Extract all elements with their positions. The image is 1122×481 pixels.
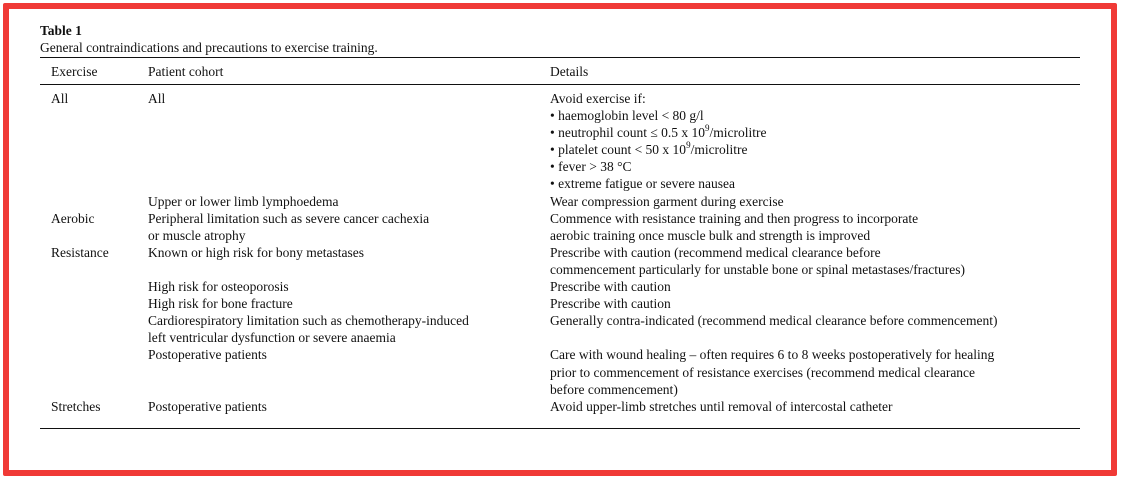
cell-details bbox=[550, 346, 1080, 397]
cell-patient-cohort bbox=[148, 158, 550, 175]
cell-exercise bbox=[40, 295, 148, 312]
exponent: 9 bbox=[705, 122, 710, 133]
details-line: • extreme fatigue or severe nausea bbox=[550, 176, 736, 192]
cohort-line: All bbox=[148, 91, 166, 106]
header-row bbox=[40, 58, 1080, 85]
cell-details bbox=[550, 158, 1080, 175]
details-line: • fever > 38 °C bbox=[550, 159, 632, 175]
cell-patient-cohort bbox=[148, 210, 550, 244]
cell-details bbox=[550, 85, 1080, 108]
details-line: • haemoglobin level < 80 g/l bbox=[550, 108, 704, 124]
cohort-line: or muscle atrophy bbox=[148, 227, 246, 243]
details-line: Avoid upper-limb stretches until removal of intercostal catheter bbox=[550, 398, 893, 414]
cell-exercise bbox=[40, 346, 148, 397]
table-row bbox=[40, 278, 1080, 295]
details-line: Care with wound healing – often requires 6 to 8 weeks postoperatively for healing bbox=[550, 347, 995, 363]
table-row bbox=[40, 107, 1080, 124]
details-line bbox=[550, 124, 1080, 141]
details-line: commencement particularly for unstable bone or spinal metastases/fractures) bbox=[550, 261, 965, 277]
cell-patient-cohort bbox=[148, 278, 550, 295]
cell-patient-cohort bbox=[148, 346, 550, 397]
table-container bbox=[40, 23, 1082, 429]
cell-exercise bbox=[40, 278, 148, 295]
cell-exercise bbox=[40, 312, 148, 346]
cohort-line: left ventricular dysfunction or severe anaemia bbox=[148, 330, 396, 346]
details-line: Wear compression garment during exercise bbox=[550, 193, 784, 209]
table-row bbox=[40, 210, 1080, 244]
details-line: Commence with resistance training and then progress to incorporate bbox=[550, 210, 919, 226]
cell-patient-cohort bbox=[148, 107, 550, 124]
details-line: Prescribe with caution bbox=[550, 296, 671, 312]
cell-patient-cohort bbox=[148, 398, 550, 429]
table-row bbox=[40, 175, 1080, 192]
table-row bbox=[40, 295, 1080, 312]
details-line: Generally contra-indicated (recommend medical clearance before commencement) bbox=[550, 313, 998, 329]
header-exercise: Exercise bbox=[40, 58, 148, 85]
cell-exercise: Aerobic bbox=[51, 210, 95, 226]
table-row bbox=[40, 244, 1080, 278]
cohort-line bbox=[148, 175, 550, 192]
cell-patient-cohort bbox=[148, 175, 550, 192]
cohort-line: Cardiorespiratory limitation such as chemotherapy-induced bbox=[148, 313, 469, 329]
cell-details bbox=[550, 278, 1080, 295]
cell-details bbox=[550, 175, 1080, 192]
cell-details bbox=[550, 124, 1080, 141]
cohort-line bbox=[148, 141, 550, 158]
details-text: • neutrophil count ≤ 0.5 x 10 bbox=[550, 125, 705, 141]
table-row bbox=[40, 398, 1080, 429]
cohort-line: Postoperative patients bbox=[148, 347, 267, 363]
table-row bbox=[40, 158, 1080, 175]
header-details: Details bbox=[550, 58, 1080, 85]
cohort-line: Known or high risk for bony metastases bbox=[148, 244, 364, 260]
cell-patient-cohort bbox=[148, 141, 550, 158]
details-line: before commencement) bbox=[550, 381, 678, 397]
cell-exercise: All bbox=[51, 91, 69, 106]
cell-exercise bbox=[40, 193, 148, 210]
cell-patient-cohort bbox=[148, 312, 550, 346]
cell-details bbox=[550, 107, 1080, 124]
cell-details bbox=[550, 398, 1080, 429]
cell-exercise: Stretches bbox=[40, 398, 148, 429]
cohort-line bbox=[148, 107, 550, 124]
cell-patient-cohort bbox=[148, 295, 550, 312]
details-line: Avoid exercise if: bbox=[550, 91, 646, 106]
cell-details bbox=[550, 193, 1080, 210]
details-unit: /microlitre bbox=[709, 125, 767, 141]
table-caption: General contraindications and precautions to exercise training. bbox=[40, 40, 378, 55]
cell-patient-cohort bbox=[148, 244, 550, 278]
cell-exercise bbox=[40, 107, 148, 124]
cohort-line: Postoperative patients bbox=[148, 398, 267, 414]
cohort-line: Peripheral limitation such as severe cancer cachexia bbox=[148, 210, 430, 226]
cell-details bbox=[550, 141, 1080, 158]
header-patient-cohort: Patient cohort bbox=[148, 58, 550, 85]
details-line: Prescribe with caution bbox=[550, 279, 671, 295]
table-label: Table 1 bbox=[40, 23, 82, 38]
cohort-line bbox=[148, 158, 550, 175]
details-line: aerobic training once muscle bulk and strength is improved bbox=[550, 227, 871, 243]
cell-details bbox=[550, 210, 1080, 244]
exponent: 9 bbox=[686, 139, 691, 150]
cell-exercise bbox=[40, 158, 148, 175]
cell-exercise bbox=[40, 124, 148, 141]
cohort-line: High risk for osteoporosis bbox=[148, 279, 289, 295]
details-text: • platelet count < 50 x 10 bbox=[550, 142, 687, 158]
table-row bbox=[40, 312, 1080, 346]
details-unit: /microlitre bbox=[690, 142, 748, 158]
cohort-line bbox=[148, 124, 550, 141]
cohort-line: Upper or lower limb lymphoedema bbox=[148, 193, 339, 209]
table-row bbox=[40, 124, 1080, 141]
details-line: Prescribe with caution (recommend medical clearance before bbox=[550, 244, 881, 260]
highlight-frame bbox=[3, 3, 1117, 476]
cell-exercise bbox=[40, 175, 148, 192]
cell-patient-cohort bbox=[148, 193, 550, 210]
table-body bbox=[40, 85, 1080, 429]
contraindications-table bbox=[40, 57, 1080, 429]
cell-patient-cohort bbox=[148, 124, 550, 141]
table-row bbox=[40, 141, 1080, 158]
cell-details bbox=[550, 295, 1080, 312]
cell-details bbox=[550, 244, 1080, 278]
table-row bbox=[40, 346, 1080, 397]
cell-exercise: Resistance bbox=[51, 244, 109, 260]
cell-exercise bbox=[40, 141, 148, 158]
details-line bbox=[550, 141, 1080, 158]
details-line: prior to commencement of resistance exercises (recommend medical clearance bbox=[550, 364, 976, 380]
table-row bbox=[40, 193, 1080, 210]
cell-patient-cohort bbox=[148, 85, 550, 108]
cell-details bbox=[550, 312, 1080, 346]
table-row bbox=[40, 85, 1080, 108]
cohort-line: High risk for bone fracture bbox=[148, 296, 293, 312]
